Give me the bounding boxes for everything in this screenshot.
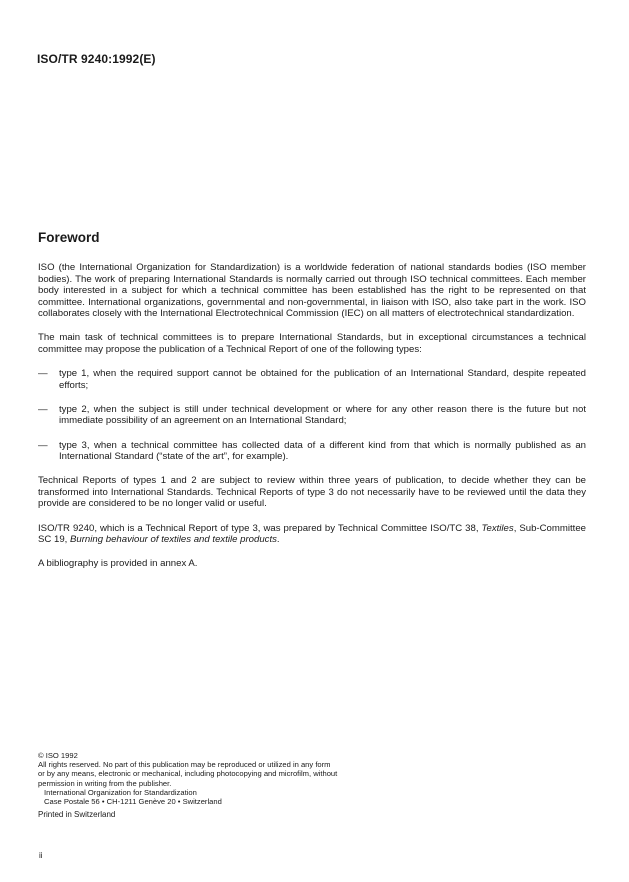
prep-middle: , Sub-Committee SC 19, [38,522,586,546]
list-item-text: type 2, when the subject is still under technical development or where for any other reason there is the future but not immediate possibility of an agreement on an International Standard; [59,403,586,427]
organization-name: International Organization for Standardization [44,787,197,797]
printed-in: Printed in Switzerland [38,810,116,819]
foreword-heading: Foreword [38,230,100,245]
list-item-type-1 [38,368,586,391]
list-dash: — [38,403,48,415]
document-id-header: ISO/TR 9240:1992(E) [37,52,156,66]
prep-subcommittee-title: Burning behaviour of textiles and textile products [70,534,277,546]
list-item-text: type 3, when a technical committee has collected data of a different kind from that which is normally published as an International Standard (“state of the art”, for example). [59,439,586,463]
foreword-paragraph-iso: ISO (the International Organization for Standardization) is a worldwide federation of national standards bodies (ISO member bodies). The work of preparing International Standards is normally carried out through ISO technical committees. Each member body interested in a subject for which a technical committee has been established has the right to be represented on that committee. International organizations, governmental and non-governmental, in liaison with ISO, also take part in the work. ISO collaborates closely with the International Electrotechnical Commission (IEC) on all matters of electrotechnical standardization. [38,262,586,320]
copyright-block [38,751,586,806]
rights-line-3: permission in writing from the publisher. [38,778,172,788]
page-number: ii [39,851,43,860]
review-paragraph: Technical Reports of types 1 and 2 are subject to review within three years of publication, to decide whether they can be transformed into International Standards. Technical Reports of type 3 do not necessarily have to be reviewed until the data they provide are considered to be no longer valid or useful. [38,475,586,510]
organization-address: Case Postale 56 • CH-1211 Genève 20 • Switzerland [44,797,222,807]
prep-textiles: Textiles [481,522,514,534]
list-item-type-2 [38,404,586,427]
prep-suffix: . [276,534,280,546]
prep-prefix: ISO/TR 9240, which is a Technical Report of type 3, was prepared by Technical Committee ISO/TC 38, [38,522,482,534]
list-item-text: type 1, when the required support cannot be obtained for the publication of an International Standard, despite repeated efforts; [59,368,586,391]
list-dash: — [38,368,48,380]
bibliography-note: A bibliography is provided in annex A. [38,558,198,570]
foreword-paragraph-main-task: The main task of technical committees is to prepare International Standards, but in exceptional circumstances a technical committee may propose the publication of a Technical Report of one of the following types: [38,332,586,356]
list-item-type-3 [38,440,586,463]
copyright-notice: © ISO 1992 [38,751,78,760]
preparation-paragraph [38,523,586,546]
foreword-body [38,262,586,582]
rights-line-1: All rights reserved. No part of this publication may be reproduced or utilized in any form [38,760,331,770]
list-dash: — [38,439,48,451]
rights-line-2: or by any means, electronic or mechanical, including photocopying and microfilm, without [38,769,338,779]
